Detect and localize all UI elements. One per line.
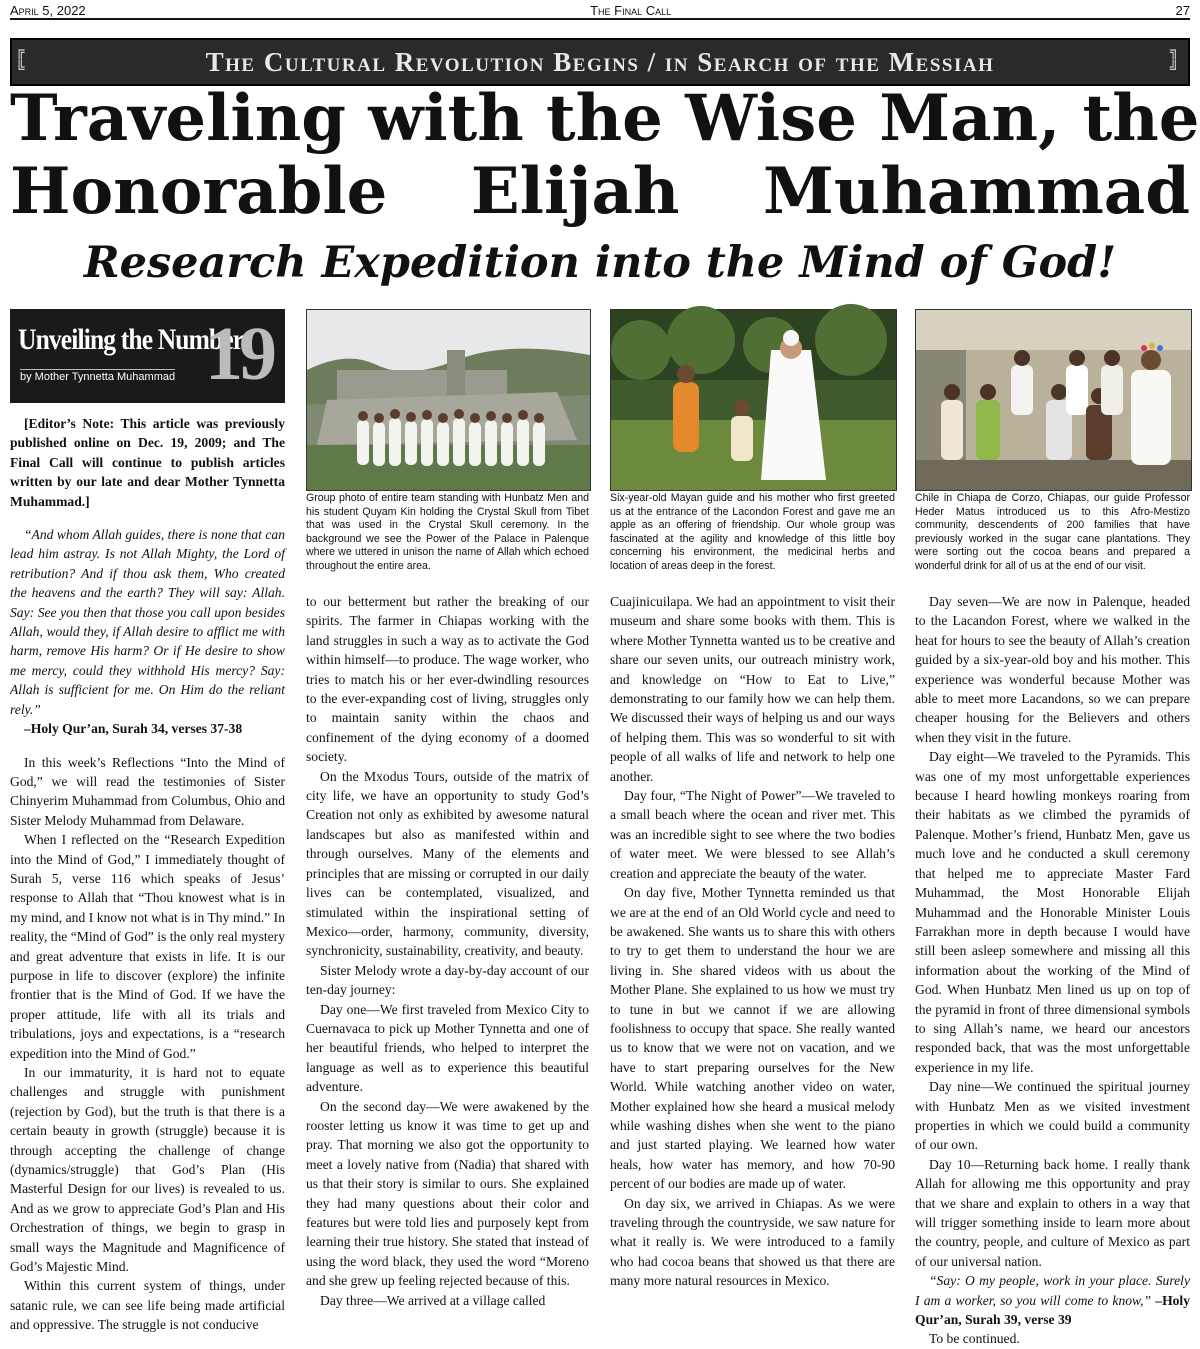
editor-note: [Editor’s Note: This article was previously published online on Dec. 19, 2009; and The Final Call will continue to publish articles written by our late and dear Mother Tynnetta Muhammad.] (10, 416, 285, 509)
article-column-1 (10, 414, 285, 1333)
body-paragraph: In our immaturity, it is hard not to equate challenges and struggle with punishment (rejection by God), but the truth is that there is a certain beauty in growth (struggle) because it is through accepting the challenge of change (dynamics/struggle) that God’s Plan (His Masterful Design for our lives) is revealed to us. And as we grow to appreciate God’s Plan and His Orchestration of things, we begin to grasp in small ways the Magnitude and Magnificence of God’s Majestic Mind. (10, 1065, 285, 1275)
section-kicker-bar (10, 38, 1190, 86)
quote-attribution: –Holy Qur’an, Surah 34, verses 37-38 (24, 721, 243, 737)
photo-caption: Group photo of entire team standing with Hunbatz Men and his student Quyam Kin holding the Crystal Skull from Tibet that was used in the Crystal Skull ceremony. In the background we see the Power of the Palace in Palenque where we uttered in unison the name of Allah which echoed throughout the entire area. (306, 492, 589, 572)
paper-name: The Final Call (590, 2, 672, 18)
column-logo-title: Unveiling the Number (18, 323, 244, 356)
page-header (10, 2, 1190, 20)
body-paragraph: Within this current system of things, under satanic rule, we can see life being made artificial and oppressive. The struggle is not conducive (10, 1278, 285, 1333)
body-paragraph: Sister Melody wrote a day-by-day account of our ten-day journey: (306, 962, 589, 998)
body-paragraph: Day three—We arrived at a village called (320, 1292, 546, 1308)
body-paragraph: Day nine—We continued the spiritual journey with Hunbatz Men as we visited investment properties in which we could build a community of our own. (915, 1079, 1190, 1153)
headline-word: Honorable (10, 154, 388, 229)
photo-caption: Six-year-old Mayan guide and his mother who first greeted us at the entrance of the Lacondon Forest and gave me an apple as an offering of friendship. Our whole group was fascinated at the agility and knowledge of this little boy concerning his environment, the medicinal herbs and location of areas deep in the forest. (610, 492, 895, 572)
headline-line-1: Traveling with the Wise Man, the (10, 81, 1200, 156)
scripture-quote-text: “Say: O my people, work in your place. Surely I am a worker, so you will come to know,” (915, 1273, 1190, 1308)
body-paragraph: Cuajinicuilapa. We had an appointment to visit their museum and share some books with them. This is where Mother Tynnetta wanted us to be creative and share our seven units, our outreach ministry work, and knowledge on “How to Eat to Live,” demonstrating to our family how we can help them. We discussed their ways of helping us and our ways of helping them. This was so wonderful to sit with people of all walks of life and network to help one another. (610, 594, 895, 784)
scripture-quote: “And whom Allah guides, there is none that can lead him astray. Is not Allah Mighty, the Lord of retribution? And if thou ask them, Who created the heavens and the earth? They will say: Allah. Say: See you then that those you call upon besides Allah, would they, if Allah desire to afflict me with harm, remove His harm? Or if He desire to show me mercy, could they withhold His mercy? Say: Allah is sufficient for me. On Him do the reliant rely.” (10, 527, 285, 717)
headline-word: Elijah (470, 154, 680, 229)
issue-date: April 5, 2022 (10, 2, 86, 18)
body-paragraph: On the second day—We were awakened by the rooster letting us know it was time to get up and pray. That morning we also got the opportunity to meet a lovely native from (Nadia) that shared with us that their story is similar to ours. She explained they had many questions about their color and features but were told lies and purposely kept from learning their true history. She stated that instead of using the word black, they used the word “Moreno and she grew up feeling rejected because of this. (306, 1098, 589, 1289)
body-paragraph: When I reflected on the “Research Expedition into the Mind of God,” I immediately thought of Surah 5, verse 116 which speaks of Jesus’ response to Allah that “Thou knowest what is in my mind, and I know not what is in Thy mind.” In reality, the “Mind of God” is the only real mystery and great adventure that exists in life. It is our purpose in life to discover (explore) the infinite frontier that is the Mind of God. If we have the proper attitude, life with all its trials and tribulations, joys and expectations, is a “research expedition into the Mind of God.” (10, 832, 285, 1061)
photo-mayan-guide (610, 309, 897, 491)
page-number: 27 (1175, 2, 1190, 18)
ornament-icon: ╔ ╚ (16, 44, 25, 77)
column-logo-number: 19 (205, 312, 273, 396)
headline-word: Muhammad (762, 154, 1190, 229)
body-paragraph: Day 10—Returning back home. I really thank Allah for allowing me this opportunity and pray that we share and explain to others in a way that will trigger something inside to learn more about the country, people, and culture of Mexico as part of our universal nation. (915, 1156, 1190, 1269)
body-paragraph: to our betterment but rather the breaking of our spirits. The farmer in Chiapas working with the land struggles in such a way as to activate the God within himself—to produce. The wage worker, who tries to match his or her ever-dwindling resources to the ever-expanding cost of living, struggles only to maintain sanity within the chaos and confinement of the dying economy of a doomed society. (306, 594, 589, 765)
body-paragraph: Day seven—We are now in Palenque, headed to the Lacandon Forest, where we walked in the heat for hours to see the beauty of Allah’s creation guided by a six-year-old boy and his mother. This experience was wonderful because Mother was able to meet more Lacandons, so we can prepare cheaper housing for the Believers and others when they visit in the future. (915, 594, 1190, 745)
continued-note: To be continued. (929, 1331, 1020, 1347)
body-paragraph: Day eight—We traveled to the Pyramids. This was one of my most unforgettable experiences because I heard howling monkeys roaring from their habitats as we climbed the pyramids of Palenque. Mother’s friend, Hunbatz Men, gave us much love and he conducted a skull ceremony that helped me to appreciate Master Fard Muhammad, the Most Honorable Elijah Muhammad and the Honorable Minister Louis Farrakhan more in depth because I would have still been asleep somewhere and missing all this information about the working of the Mind of God. When Hunbatz Men lined us up on top of the pyramid in front of three dimensional symbols to sing Allah’s name, we heard our ancestors responded back, that was the most unforgettable experience in my life. (915, 749, 1190, 1075)
section-kicker: The Cultural Revolution Begins / in Search of the Messiah (205, 46, 995, 77)
body-paragraph: On day five, Mother Tynnetta reminded us that we are at the end of an Old World cycle and need to be awakened. She wants us to share this with others to try to get them to understand the hour we are living in. She shared videos with us about the Mother Plane. She explained to us how we must try to tune in but we cannot if we are allowing foolishness to occupy that space. She really wanted us to know that we were not on vacation, and we have to start preparing ourselves for the New World. While watching another video on water, Mother explained how she heard a musical melody while washing dishes when she went to the piano and just started playing. We learned how water heals, how water has memory, and how 70-90 percent of our bodies are made up of water. (610, 885, 895, 1192)
column-logo (10, 309, 285, 403)
headline (10, 81, 1200, 229)
article-column-4 (915, 592, 1191, 1347)
body-paragraph: Day one—We first traveled from Mexico City to Cuernavaca to pick up Mother Tynnetta and one of her beautiful friends, who helped to interpret the language as well as to experience this beautiful adventure. (306, 1001, 589, 1095)
quote-attribution: –Holy Qur’an, Surah 39, verse 39 (915, 1292, 1191, 1328)
photo-palenque-group (306, 309, 591, 491)
body-paragraph: On the Mxodus Tours, outside of the matrix of city life, we have an opportunity to study God’s Creation not only as exhibited by awesome natural landscapes but also as manifested within and through ourselves. Many of the elements and principles that are missing or corrupted in our daily lives can be contemplated, visualized, and stimulated within the inspirational setting of Mexico—order, harmony, community, diversity, synchronicity, sustainability, creativity, and beauty. (306, 768, 589, 959)
body-paragraph: Day four, “The Night of Power”—We traveled to a small beach where the ocean and river met. This was an incredible sight to see where the two bodies of water meet. We were blessed to see Allah’s creation and appreciate the beauty of the water. (610, 788, 895, 881)
column-logo-byline: by Mother Tynnetta Muhammad (20, 371, 176, 383)
photo-afro-mestizo-community (915, 309, 1192, 491)
body-paragraph: On day six, we arrived in Chiapas. As we were traveling through the countryside, we saw nature for what it really is. We were introduced to a family who had cocoa beans that showed us that there are many more natural resources in Mexico. (610, 1195, 895, 1289)
photo-caption: Chile in Chiapa de Corzo, Chiapas, our guide Professor Heder Matus introduced us to this Afro-Mestizo community, descendents of 200 families that have previously worked in the sugar cane plantations. They were sorting out the cocoa beans and prepared a wonderful drink for all of us at the end of our visit. (915, 492, 1190, 572)
body-paragraph: In this week’s Reflections “Into the Mind of God,” we will read the testimonies of Sister Chinyerim Muhammad from Columbus, Ohio and Sister Melody Muhammad from Delaware. (10, 754, 285, 828)
scripture-quote (915, 1271, 1190, 1329)
article-column-3 (610, 592, 895, 1294)
subheadline: Research Expedition into the Mind of God! (83, 238, 1117, 288)
article-column-2 (306, 592, 589, 1308)
headline-line-2 (10, 155, 1190, 228)
ornament-icon: ╗ ╝ (1170, 44, 1179, 77)
